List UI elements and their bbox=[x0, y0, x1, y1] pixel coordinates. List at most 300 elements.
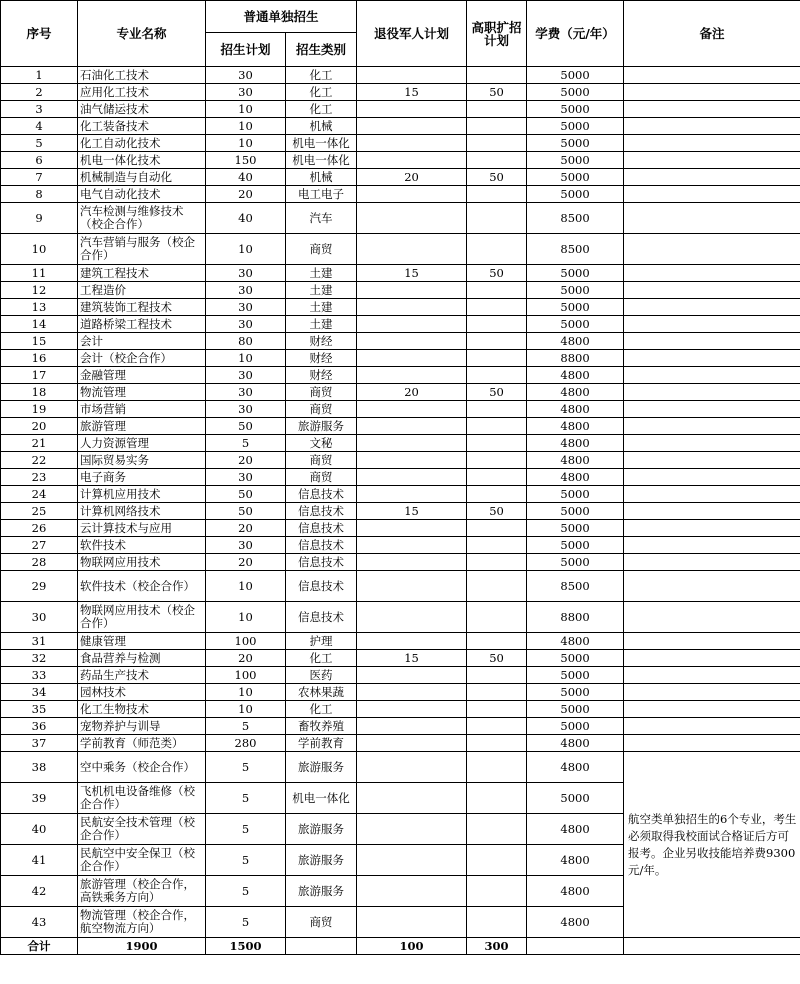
cell-remarks bbox=[624, 203, 800, 234]
table-row bbox=[1, 435, 800, 452]
cell-veteran: 20 bbox=[357, 169, 467, 186]
cell-major-name: 电气自动化技术 bbox=[78, 186, 206, 203]
cell-no: 36 bbox=[1, 718, 78, 735]
table-row bbox=[1, 186, 800, 203]
total-veteran: 100 bbox=[357, 938, 467, 955]
cell-veteran bbox=[357, 667, 467, 684]
cell-plan: 10 bbox=[206, 101, 286, 118]
cell-no: 34 bbox=[1, 684, 78, 701]
cell-no: 23 bbox=[1, 469, 78, 486]
cell-remarks bbox=[624, 435, 800, 452]
cell-expansion bbox=[467, 907, 527, 938]
cell-category: 商贸 bbox=[286, 401, 357, 418]
cell-category: 旅游服务 bbox=[286, 814, 357, 845]
cell-plan: 20 bbox=[206, 186, 286, 203]
cell-remarks bbox=[624, 401, 800, 418]
cell-major-name: 电子商务 bbox=[78, 469, 206, 486]
cell-veteran bbox=[357, 152, 467, 169]
cell-veteran bbox=[357, 234, 467, 265]
cell-tuition: 8500 bbox=[527, 234, 624, 265]
cell-expansion bbox=[467, 752, 527, 783]
cell-remarks bbox=[624, 186, 800, 203]
cell-major-name: 建筑装饰工程技术 bbox=[78, 299, 206, 316]
cell-remarks bbox=[624, 520, 800, 537]
cell-plan: 20 bbox=[206, 520, 286, 537]
cell-plan: 10 bbox=[206, 571, 286, 602]
cell-plan: 10 bbox=[206, 234, 286, 265]
table-row bbox=[1, 469, 800, 486]
cell-no: 22 bbox=[1, 452, 78, 469]
table-row bbox=[1, 752, 800, 783]
cell-veteran bbox=[357, 718, 467, 735]
cell-major-name: 建筑工程技术 bbox=[78, 265, 206, 282]
cell-plan: 20 bbox=[206, 650, 286, 667]
table-row bbox=[1, 735, 800, 752]
cell-category: 农林果蔬 bbox=[286, 684, 357, 701]
table-row bbox=[1, 169, 800, 186]
cell-remarks bbox=[624, 299, 800, 316]
cell-veteran bbox=[357, 876, 467, 907]
cell-veteran bbox=[357, 186, 467, 203]
cell-veteran bbox=[357, 101, 467, 118]
total-expansion: 300 bbox=[467, 938, 527, 955]
cell-no: 10 bbox=[1, 234, 78, 265]
cell-remarks bbox=[624, 152, 800, 169]
cell-major-name: 云计算技术与应用 bbox=[78, 520, 206, 537]
table-row bbox=[1, 135, 800, 152]
cell-veteran bbox=[357, 571, 467, 602]
cell-tuition: 4800 bbox=[527, 469, 624, 486]
cell-category: 信息技术 bbox=[286, 602, 357, 633]
cell-no: 19 bbox=[1, 401, 78, 418]
cell-category: 电工电子 bbox=[286, 186, 357, 203]
cell-no: 39 bbox=[1, 783, 78, 814]
table-row bbox=[1, 684, 800, 701]
cell-no: 24 bbox=[1, 486, 78, 503]
cell-remarks bbox=[624, 452, 800, 469]
cell-major-name: 健康管理 bbox=[78, 633, 206, 650]
cell-veteran bbox=[357, 67, 467, 84]
cell-remarks bbox=[624, 469, 800, 486]
cell-expansion bbox=[467, 701, 527, 718]
cell-major-name: 旅游管理 bbox=[78, 418, 206, 435]
cell-major-name: 应用化工技术 bbox=[78, 84, 206, 101]
cell-major-name: 汽车检测与维修技术（校企合作） bbox=[78, 203, 206, 234]
cell-tuition: 5000 bbox=[527, 701, 624, 718]
table-row bbox=[1, 418, 800, 435]
cell-plan: 5 bbox=[206, 907, 286, 938]
cell-major-name: 物流管理（校企合作，航空物流方向） bbox=[78, 907, 206, 938]
total-tuition bbox=[527, 938, 624, 955]
cell-expansion: 50 bbox=[467, 384, 527, 401]
cell-expansion: 50 bbox=[467, 169, 527, 186]
cell-veteran: 15 bbox=[357, 503, 467, 520]
cell-major-name: 物流管理 bbox=[78, 384, 206, 401]
cell-remarks bbox=[624, 486, 800, 503]
cell-veteran bbox=[357, 316, 467, 333]
table-row bbox=[1, 333, 800, 350]
cell-expansion bbox=[467, 299, 527, 316]
cell-tuition: 5000 bbox=[527, 118, 624, 135]
cell-veteran bbox=[357, 401, 467, 418]
header-tuition: 学费（元/年） bbox=[527, 1, 624, 67]
cell-expansion bbox=[467, 486, 527, 503]
cell-plan: 100 bbox=[206, 633, 286, 650]
cell-remarks bbox=[624, 101, 800, 118]
header-major-name: 专业名称 bbox=[78, 1, 206, 67]
cell-major-name: 食品营养与检测 bbox=[78, 650, 206, 667]
cell-expansion bbox=[467, 186, 527, 203]
cell-plan: 80 bbox=[206, 333, 286, 350]
cell-tuition: 4800 bbox=[527, 845, 624, 876]
cell-no: 29 bbox=[1, 571, 78, 602]
cell-category: 商贸 bbox=[286, 234, 357, 265]
cell-expansion bbox=[467, 282, 527, 299]
cell-major-name: 工程造价 bbox=[78, 282, 206, 299]
cell-veteran bbox=[357, 350, 467, 367]
cell-plan: 5 bbox=[206, 718, 286, 735]
cell-veteran bbox=[357, 845, 467, 876]
cell-tuition: 5000 bbox=[527, 667, 624, 684]
cell-no: 3 bbox=[1, 101, 78, 118]
cell-plan: 30 bbox=[206, 67, 286, 84]
cell-category: 土建 bbox=[286, 265, 357, 282]
cell-major-name: 计算机应用技术 bbox=[78, 486, 206, 503]
cell-no: 21 bbox=[1, 435, 78, 452]
cell-category: 财经 bbox=[286, 333, 357, 350]
cell-tuition: 5000 bbox=[527, 718, 624, 735]
cell-expansion bbox=[467, 101, 527, 118]
cell-remarks bbox=[624, 701, 800, 718]
cell-expansion bbox=[467, 67, 527, 84]
cell-category: 旅游服务 bbox=[286, 418, 357, 435]
header-expansion-plan: 高职扩招计划 bbox=[467, 1, 527, 67]
cell-remarks bbox=[624, 265, 800, 282]
cell-veteran bbox=[357, 333, 467, 350]
cell-category: 信息技术 bbox=[286, 520, 357, 537]
cell-tuition: 4800 bbox=[527, 401, 624, 418]
cell-remarks bbox=[624, 135, 800, 152]
total-plan: 1500 bbox=[206, 938, 286, 955]
cell-major-name: 化工生物技术 bbox=[78, 701, 206, 718]
cell-no: 25 bbox=[1, 503, 78, 520]
cell-plan: 50 bbox=[206, 486, 286, 503]
cell-expansion bbox=[467, 537, 527, 554]
table-row bbox=[1, 571, 800, 602]
cell-plan: 30 bbox=[206, 384, 286, 401]
table-row bbox=[1, 602, 800, 633]
cell-category: 信息技术 bbox=[286, 503, 357, 520]
cell-remarks bbox=[624, 554, 800, 571]
table-row bbox=[1, 718, 800, 735]
table-row bbox=[1, 401, 800, 418]
cell-plan: 5 bbox=[206, 435, 286, 452]
cell-tuition: 5000 bbox=[527, 299, 624, 316]
cell-major-name: 国际贸易实务 bbox=[78, 452, 206, 469]
cell-category: 机电一体化 bbox=[286, 783, 357, 814]
cell-no: 14 bbox=[1, 316, 78, 333]
cell-major-name: 机械制造与自动化 bbox=[78, 169, 206, 186]
cell-veteran bbox=[357, 418, 467, 435]
cell-plan: 30 bbox=[206, 469, 286, 486]
cell-remarks bbox=[624, 84, 800, 101]
cell-category: 医药 bbox=[286, 667, 357, 684]
totals-label: 合计 bbox=[1, 938, 78, 955]
cell-remarks bbox=[624, 735, 800, 752]
cell-tuition: 4800 bbox=[527, 752, 624, 783]
table-row bbox=[1, 452, 800, 469]
cell-remarks bbox=[624, 418, 800, 435]
cell-category: 畜牧养殖 bbox=[286, 718, 357, 735]
cell-tuition: 5000 bbox=[527, 101, 624, 118]
table-row bbox=[1, 367, 800, 384]
cell-remarks bbox=[624, 367, 800, 384]
table-row bbox=[1, 282, 800, 299]
cell-category: 商贸 bbox=[286, 469, 357, 486]
cell-no: 27 bbox=[1, 537, 78, 554]
cell-major-name: 会计（校企合作） bbox=[78, 350, 206, 367]
table-row bbox=[1, 537, 800, 554]
total-overall: 1900 bbox=[78, 938, 206, 955]
cell-category: 机械 bbox=[286, 118, 357, 135]
cell-remarks bbox=[624, 650, 800, 667]
cell-veteran bbox=[357, 203, 467, 234]
cell-category: 机械 bbox=[286, 169, 357, 186]
table-row bbox=[1, 316, 800, 333]
cell-tuition: 5000 bbox=[527, 503, 624, 520]
totals-row bbox=[1, 938, 800, 955]
cell-expansion bbox=[467, 718, 527, 735]
cell-remarks bbox=[624, 169, 800, 186]
cell-veteran bbox=[357, 701, 467, 718]
cell-expansion bbox=[467, 783, 527, 814]
cell-major-name: 园林技术 bbox=[78, 684, 206, 701]
cell-remarks bbox=[624, 350, 800, 367]
cell-tuition: 8500 bbox=[527, 203, 624, 234]
cell-veteran bbox=[357, 282, 467, 299]
table-row bbox=[1, 633, 800, 650]
cell-no: 20 bbox=[1, 418, 78, 435]
cell-major-name: 金融管理 bbox=[78, 367, 206, 384]
cell-plan: 30 bbox=[206, 84, 286, 101]
table-row bbox=[1, 650, 800, 667]
table-row bbox=[1, 67, 800, 84]
cell-veteran bbox=[357, 907, 467, 938]
cell-tuition: 4800 bbox=[527, 384, 624, 401]
cell-veteran bbox=[357, 299, 467, 316]
cell-no: 15 bbox=[1, 333, 78, 350]
cell-tuition: 4800 bbox=[527, 367, 624, 384]
cell-major-name: 旅游管理（校企合作，高铁乘务方向） bbox=[78, 876, 206, 907]
cell-plan: 30 bbox=[206, 401, 286, 418]
cell-plan: 20 bbox=[206, 452, 286, 469]
table-row bbox=[1, 101, 800, 118]
aviation-note: 航空类单独招生的6个专业，考生必须取得我校面试合格证后方可报考。企业另收技能培养费9300元/年。 bbox=[624, 752, 800, 938]
cell-veteran bbox=[357, 452, 467, 469]
cell-no: 35 bbox=[1, 701, 78, 718]
cell-category: 商贸 bbox=[286, 452, 357, 469]
cell-tuition: 5000 bbox=[527, 265, 624, 282]
cell-expansion bbox=[467, 333, 527, 350]
cell-tuition: 4800 bbox=[527, 876, 624, 907]
cell-plan: 40 bbox=[206, 169, 286, 186]
cell-major-name: 化工装备技术 bbox=[78, 118, 206, 135]
cell-plan: 10 bbox=[206, 701, 286, 718]
cell-no: 43 bbox=[1, 907, 78, 938]
cell-no: 18 bbox=[1, 384, 78, 401]
cell-remarks bbox=[624, 316, 800, 333]
cell-veteran bbox=[357, 486, 467, 503]
cell-veteran: 20 bbox=[357, 384, 467, 401]
cell-veteran bbox=[357, 814, 467, 845]
cell-plan: 10 bbox=[206, 602, 286, 633]
cell-tuition: 4800 bbox=[527, 452, 624, 469]
table-row bbox=[1, 84, 800, 101]
cell-major-name: 民航空中安全保卫（校企合作） bbox=[78, 845, 206, 876]
cell-category: 信息技术 bbox=[286, 486, 357, 503]
cell-major-name: 化工自动化技术 bbox=[78, 135, 206, 152]
cell-category: 机电一体化 bbox=[286, 135, 357, 152]
total-remarks bbox=[624, 938, 800, 955]
cell-tuition: 5000 bbox=[527, 520, 624, 537]
cell-no: 32 bbox=[1, 650, 78, 667]
cell-veteran bbox=[357, 537, 467, 554]
cell-category: 商贸 bbox=[286, 384, 357, 401]
cell-no: 30 bbox=[1, 602, 78, 633]
cell-plan: 30 bbox=[206, 299, 286, 316]
cell-expansion bbox=[467, 845, 527, 876]
cell-no: 28 bbox=[1, 554, 78, 571]
cell-no: 9 bbox=[1, 203, 78, 234]
cell-no: 40 bbox=[1, 814, 78, 845]
cell-category: 信息技术 bbox=[286, 537, 357, 554]
cell-plan: 5 bbox=[206, 783, 286, 814]
cell-major-name: 民航安全技术管理（校企合作） bbox=[78, 814, 206, 845]
cell-plan: 5 bbox=[206, 845, 286, 876]
cell-major-name: 计算机网络技术 bbox=[78, 503, 206, 520]
cell-category: 化工 bbox=[286, 84, 357, 101]
cell-remarks bbox=[624, 67, 800, 84]
cell-expansion bbox=[467, 367, 527, 384]
cell-tuition: 5000 bbox=[527, 169, 624, 186]
cell-no: 17 bbox=[1, 367, 78, 384]
cell-veteran: 15 bbox=[357, 650, 467, 667]
cell-category: 信息技术 bbox=[286, 571, 357, 602]
cell-remarks bbox=[624, 537, 800, 554]
cell-tuition: 5000 bbox=[527, 554, 624, 571]
cell-category: 旅游服务 bbox=[286, 845, 357, 876]
cell-remarks bbox=[624, 633, 800, 650]
cell-no: 2 bbox=[1, 84, 78, 101]
cell-category: 土建 bbox=[286, 299, 357, 316]
table-body bbox=[1, 67, 800, 955]
cell-veteran bbox=[357, 735, 467, 752]
table-row bbox=[1, 350, 800, 367]
cell-veteran bbox=[357, 469, 467, 486]
cell-plan: 10 bbox=[206, 684, 286, 701]
cell-expansion bbox=[467, 684, 527, 701]
cell-remarks bbox=[624, 571, 800, 602]
cell-expansion bbox=[467, 814, 527, 845]
cell-no: 12 bbox=[1, 282, 78, 299]
cell-tuition: 5000 bbox=[527, 684, 624, 701]
cell-veteran bbox=[357, 435, 467, 452]
cell-tuition: 5000 bbox=[527, 650, 624, 667]
cell-category: 文秘 bbox=[286, 435, 357, 452]
cell-tuition: 4800 bbox=[527, 735, 624, 752]
cell-no: 6 bbox=[1, 152, 78, 169]
cell-expansion: 50 bbox=[467, 265, 527, 282]
cell-veteran bbox=[357, 684, 467, 701]
cell-no: 33 bbox=[1, 667, 78, 684]
cell-plan: 30 bbox=[206, 316, 286, 333]
cell-plan: 100 bbox=[206, 667, 286, 684]
cell-major-name: 石油化工技术 bbox=[78, 67, 206, 84]
cell-major-name: 市场营销 bbox=[78, 401, 206, 418]
cell-expansion bbox=[467, 203, 527, 234]
cell-tuition: 8800 bbox=[527, 602, 624, 633]
table-row bbox=[1, 701, 800, 718]
header-enrollment-category: 招生类别 bbox=[286, 33, 357, 67]
cell-major-name: 汽车营销与服务（校企合作） bbox=[78, 234, 206, 265]
cell-tuition: 4800 bbox=[527, 907, 624, 938]
cell-veteran bbox=[357, 633, 467, 650]
cell-expansion: 50 bbox=[467, 84, 527, 101]
cell-expansion bbox=[467, 152, 527, 169]
cell-major-name: 学前教育（师范类） bbox=[78, 735, 206, 752]
header-enrollment-plan: 招生计划 bbox=[206, 33, 286, 67]
cell-veteran bbox=[357, 783, 467, 814]
cell-tuition: 5000 bbox=[527, 282, 624, 299]
cell-major-name: 飞机机电设备维修（校企合作） bbox=[78, 783, 206, 814]
cell-major-name: 油气储运技术 bbox=[78, 101, 206, 118]
cell-no: 5 bbox=[1, 135, 78, 152]
cell-veteran bbox=[357, 602, 467, 633]
table-row bbox=[1, 234, 800, 265]
cell-plan: 30 bbox=[206, 265, 286, 282]
cell-major-name: 物联网应用技术（校企合作） bbox=[78, 602, 206, 633]
cell-plan: 5 bbox=[206, 876, 286, 907]
cell-major-name: 药品生产技术 bbox=[78, 667, 206, 684]
cell-veteran bbox=[357, 118, 467, 135]
cell-veteran: 15 bbox=[357, 84, 467, 101]
cell-tuition: 5000 bbox=[527, 186, 624, 203]
cell-tuition: 8500 bbox=[527, 571, 624, 602]
cell-remarks bbox=[624, 684, 800, 701]
cell-category: 化工 bbox=[286, 101, 357, 118]
table-row bbox=[1, 299, 800, 316]
cell-expansion: 50 bbox=[467, 650, 527, 667]
table-row bbox=[1, 203, 800, 234]
cell-tuition: 5000 bbox=[527, 316, 624, 333]
cell-no: 11 bbox=[1, 265, 78, 282]
cell-category: 商贸 bbox=[286, 907, 357, 938]
cell-tuition: 5000 bbox=[527, 67, 624, 84]
cell-veteran bbox=[357, 367, 467, 384]
cell-plan: 50 bbox=[206, 418, 286, 435]
cell-plan: 5 bbox=[206, 752, 286, 783]
cell-expansion bbox=[467, 667, 527, 684]
cell-remarks bbox=[624, 503, 800, 520]
cell-plan: 30 bbox=[206, 367, 286, 384]
cell-no: 31 bbox=[1, 633, 78, 650]
cell-remarks bbox=[624, 384, 800, 401]
cell-expansion bbox=[467, 571, 527, 602]
table-row bbox=[1, 554, 800, 571]
cell-category: 土建 bbox=[286, 316, 357, 333]
cell-category: 化工 bbox=[286, 67, 357, 84]
cell-expansion bbox=[467, 418, 527, 435]
